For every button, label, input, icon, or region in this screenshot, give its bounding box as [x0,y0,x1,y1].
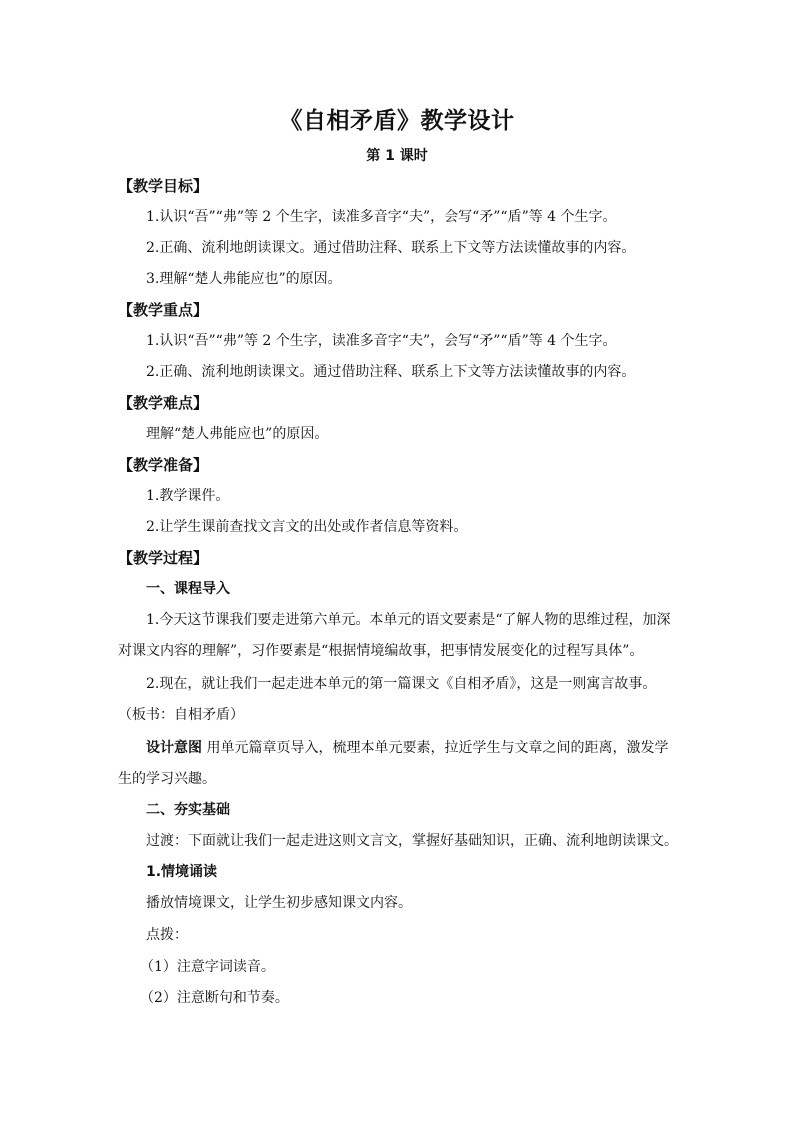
board-note: （板书：自相矛盾） [118,707,244,723]
preparation-item: 2.让学生课前查找文言文的出处或作者信息等资料。 [146,519,468,535]
key-points-heading: 【教学重点】 [118,301,209,319]
goal-item: 2.正确、流利地朗读课文。通过借助注释、联系上下文等方法读懂故事的内容。 [146,240,636,256]
key-point-item: 2.正确、流利地朗读课文。通过借助注释、联系上下文等方法读懂故事的内容。 [146,364,636,380]
reading-instruction: 播放情境课文，让学生初步感知课文内容。 [146,895,412,911]
goal-item: 3.理解“楚人弗能应也”的原因。 [146,271,342,287]
preparation-item: 1.教学课件。 [146,488,230,504]
preparation-heading: 【教学准备】 [118,456,209,474]
lesson-subtitle: 第 1 课时 [366,148,428,164]
section-heading-intro: 一、课程导入 [146,581,230,597]
section-heading-basics: 二、夯实基础 [146,802,230,818]
transition-text: 过渡：下面就让我们一起走进这则文言文，掌握好基础知识，正确、流利地朗读课文。 [146,833,678,849]
design-intent-line: 生的学习兴趣。 [118,771,216,787]
document-title: 《自相矛盾》教学设计 [279,108,515,134]
intro-paragraph-line: 2.现在，就让我们一起走进本单元的第一篇课文《自相矛盾》，这是一则寓言故事。 [146,676,657,692]
design-intent-label: 设计意图 [146,740,202,756]
process-heading: 【教学过程】 [118,549,209,567]
difficulty-text: 理解“楚人弗能应也”的原因。 [146,426,329,442]
design-intent-line [146,738,668,758]
key-point-item: 1.认识“吾”“弗”等 2 个生字，读准多音字“夫”，会写“矛”“盾”等 4 个生字。 [146,333,617,349]
intro-paragraph-line: 1.今天这节课我们要走进第六单元。本单元的语文要素是“了解人物的思维过程，加深 [146,612,671,628]
tip-item: （1）注意字词读音。 [140,959,275,975]
goals-heading: 【教学目标】 [118,177,209,195]
tips-label: 点拨： [146,927,188,943]
tip-item: （2）注意断句和节奏。 [140,990,289,1006]
subsection-heading-reading: 1.情境诵读 [146,864,218,880]
intro-paragraph-line: 对课文内容的理解”，习作要素是“根据情境编故事，把事情发展变化的过程写具体”。 [118,643,644,659]
design-intent-text: 用单元篇章页导入，梳理本单元要素，拉近学生与文章之间的距离，激发学 [202,740,669,756]
goal-item: 1.认识“吾”“弗”等 2 个生字，读准多音字“夫”，会写“矛”“盾”等 4 个生字。 [146,209,617,225]
difficulty-heading: 【教学难点】 [118,394,209,412]
